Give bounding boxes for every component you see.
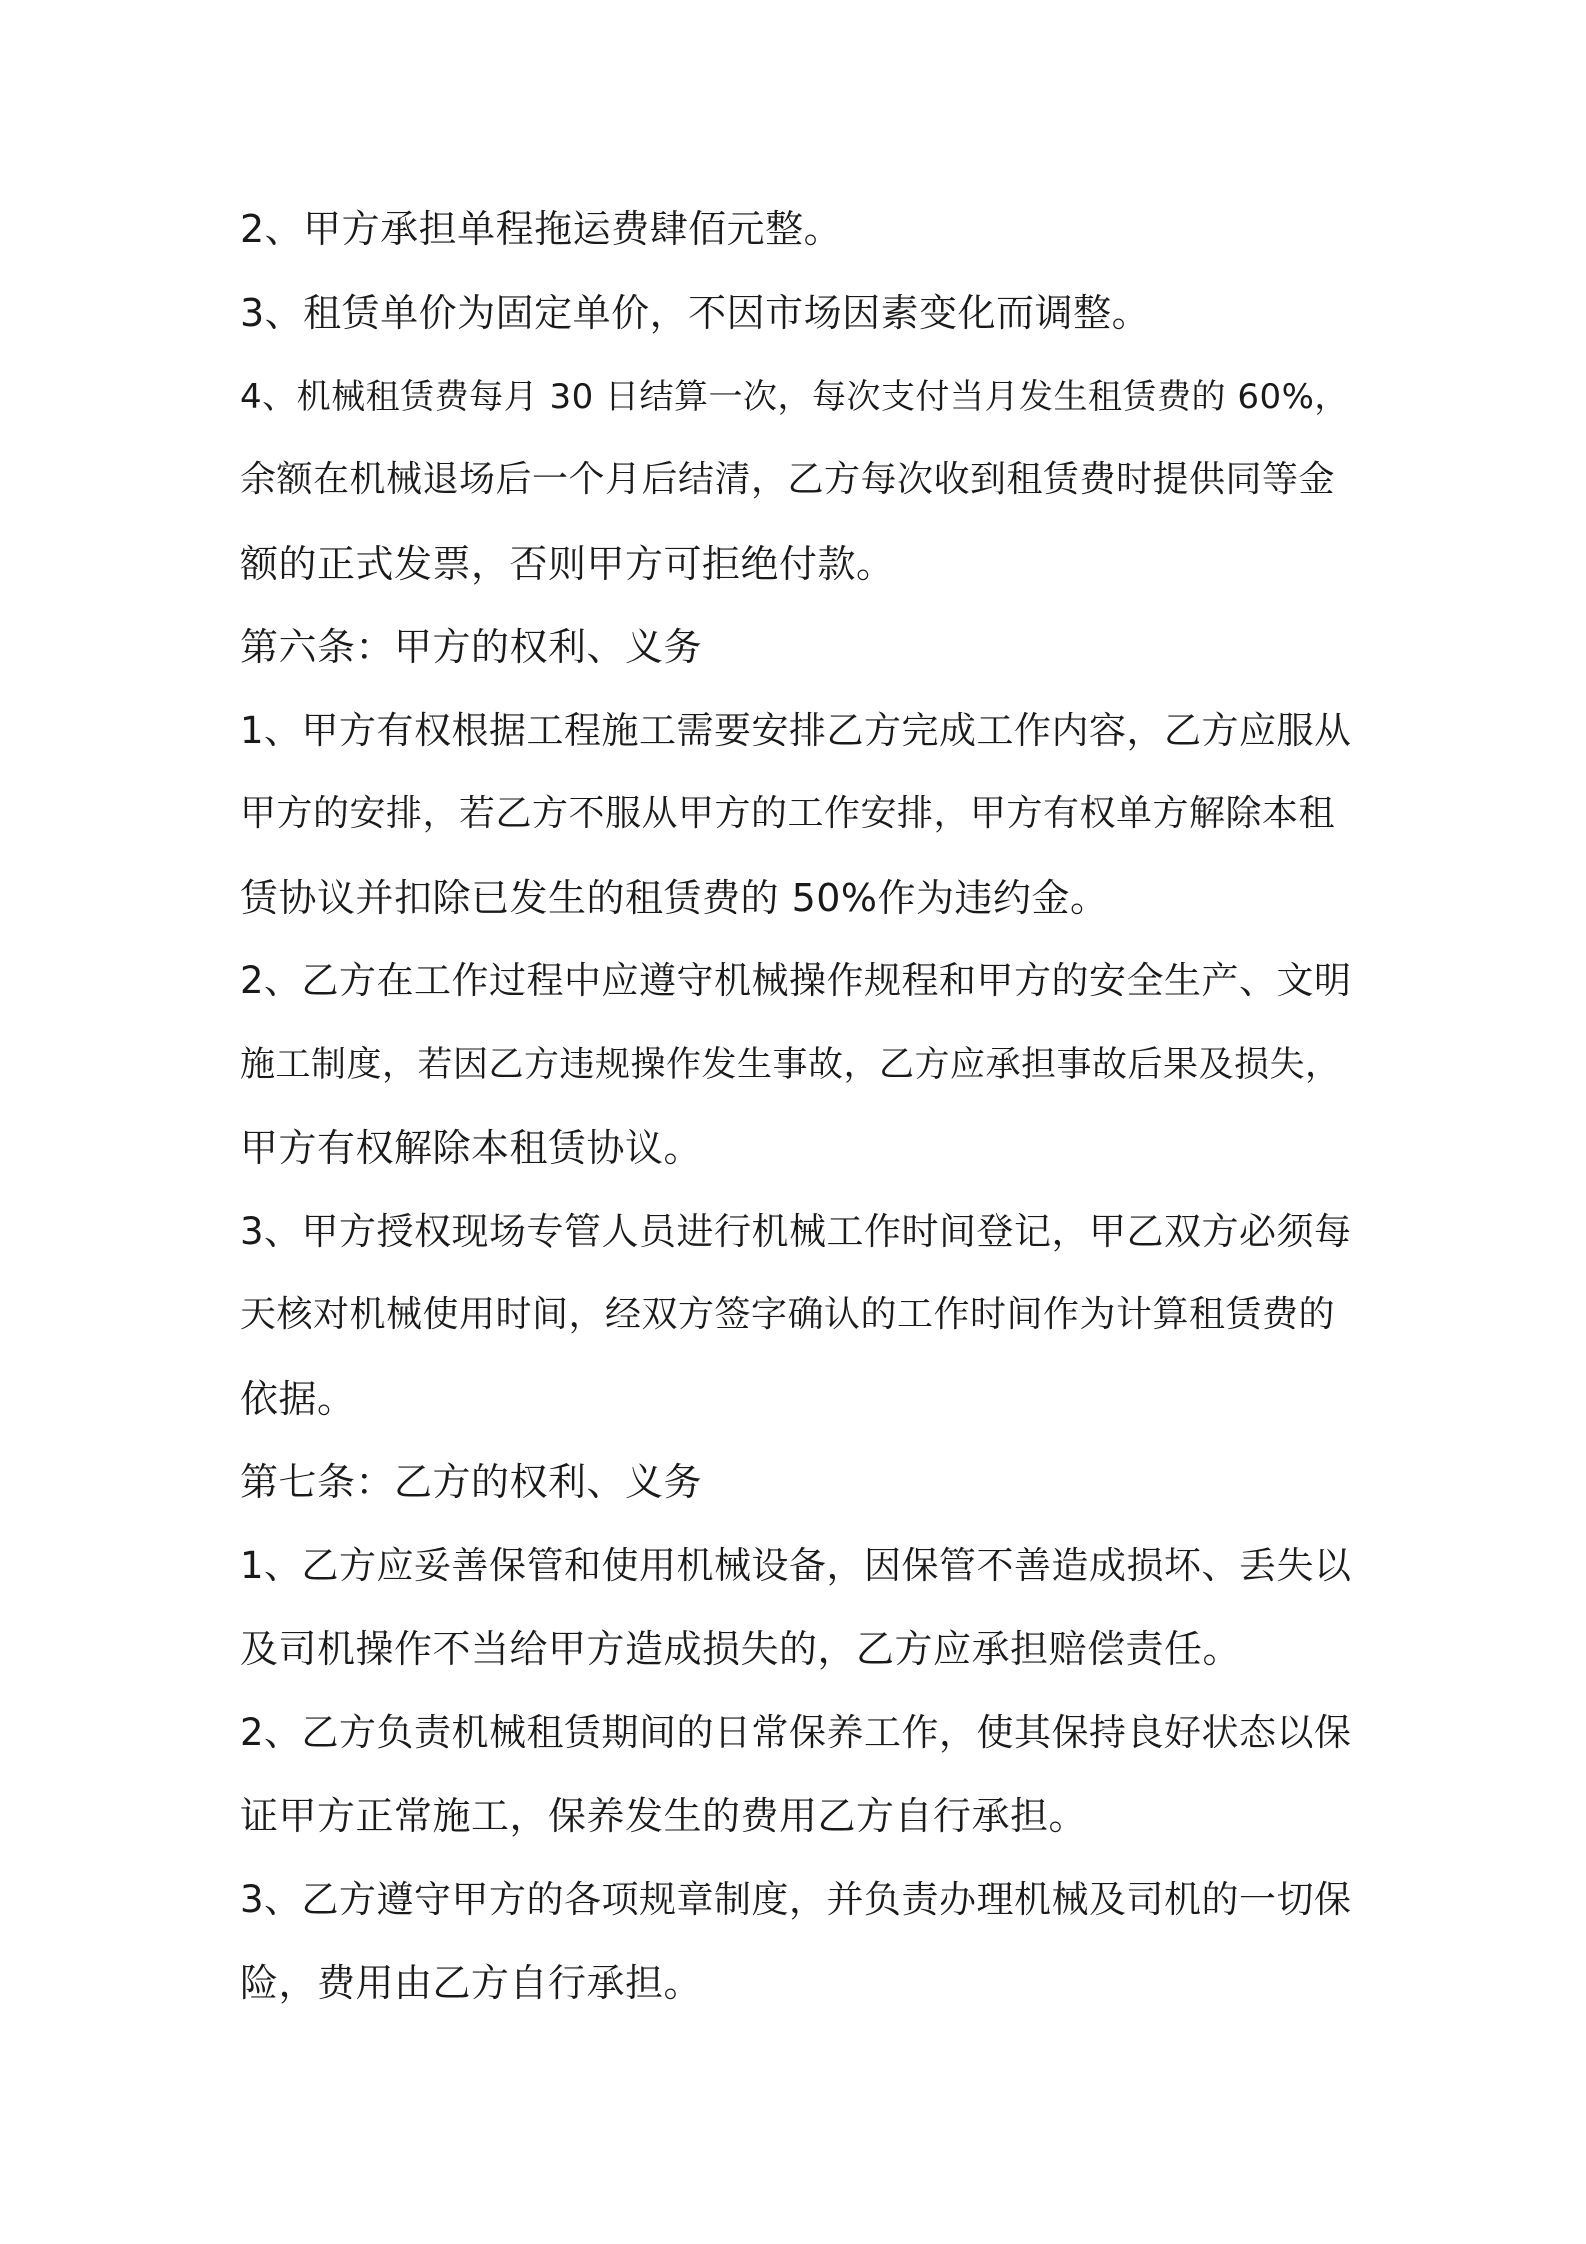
clause-6-item-3-line-1: 3、甲方授权现场专管人员进行机械工作时间登记，甲乙双方必须每 [240,1210,1352,1253]
clause-6-item-2-line-3: 甲方有权解除本租赁协议。 [240,1126,703,1170]
clause-6-item-1-line-3: 赁协议并扣除已发生的租赁费的 50%作为违约金。 [240,876,1109,920]
clause-5-item-4-line-1: 4、机械租赁费每月 30 日结算一次，每次支付当月发生租赁费的 60%， [240,377,1349,417]
clause-5-item-3: 3、租赁单价为固定单价，不因市场因素变化而调整。 [240,291,1151,335]
clause-7-item-2-line-1: 2、乙方负责机械租赁期间的日常保养工作，使其保持良好状态以保 [240,1711,1352,1754]
clause-6-item-1-line-1: 1、甲方有权根据工程施工需要安排乙方完成工作内容，乙方应服从 [240,709,1352,752]
clause-6-item-1-line-2: 甲方的安排，若乙方不服从甲方的工作安排，甲方有权单方解除本租 [240,793,1336,834]
clause-5-item-4-line-2: 余额在机械退场后一个月后结清，乙方每次收到租赁费时提供同等金 [240,459,1336,500]
clause-5-item-2: 2、甲方承担单程拖运费肆佰元整。 [240,207,843,251]
clause-6-item-2-line-1: 2、乙方在工作过程中应遵守机械操作规程和甲方的安全生产、文明 [240,959,1352,1002]
clause-7-item-1-line-1: 1、乙方应妥善保管和使用机械设备，因保管不善造成损坏、丢失以 [240,1544,1352,1587]
clause-6-item-3-line-2: 天核对机械使用时间，经双方签字确认的工作时间作为计算租赁费的 [240,1294,1336,1335]
clause-5-item-4-line-3: 额的正式发票，否则甲方可拒绝付款。 [240,542,895,586]
clause-7-item-1-line-2: 及司机操作不当给甲方造成损失的，乙方应承担赔偿责任。 [240,1627,1242,1671]
clause-6-item-3-line-3: 依据。 [240,1377,356,1421]
clause-7-item-3-line-1: 3、乙方遵守甲方的各项规章制度，并负责办理机械及司机的一切保 [240,1878,1352,1921]
clause-6-heading: 第六条：甲方的权利、义务 [240,625,703,669]
clause-7-heading: 第七条：乙方的权利、义务 [240,1460,703,1504]
clause-6-item-2-line-2: 施工制度，若因乙方违规操作发生事故，乙方应承担事故后果及损失， [240,1045,1341,1085]
clause-7-item-2-line-2: 证甲方正常施工，保养发生的费用乙方自行承担。 [240,1794,1088,1838]
clause-7-item-3-line-2: 险，费用由乙方自行承担。 [240,1961,703,2005]
